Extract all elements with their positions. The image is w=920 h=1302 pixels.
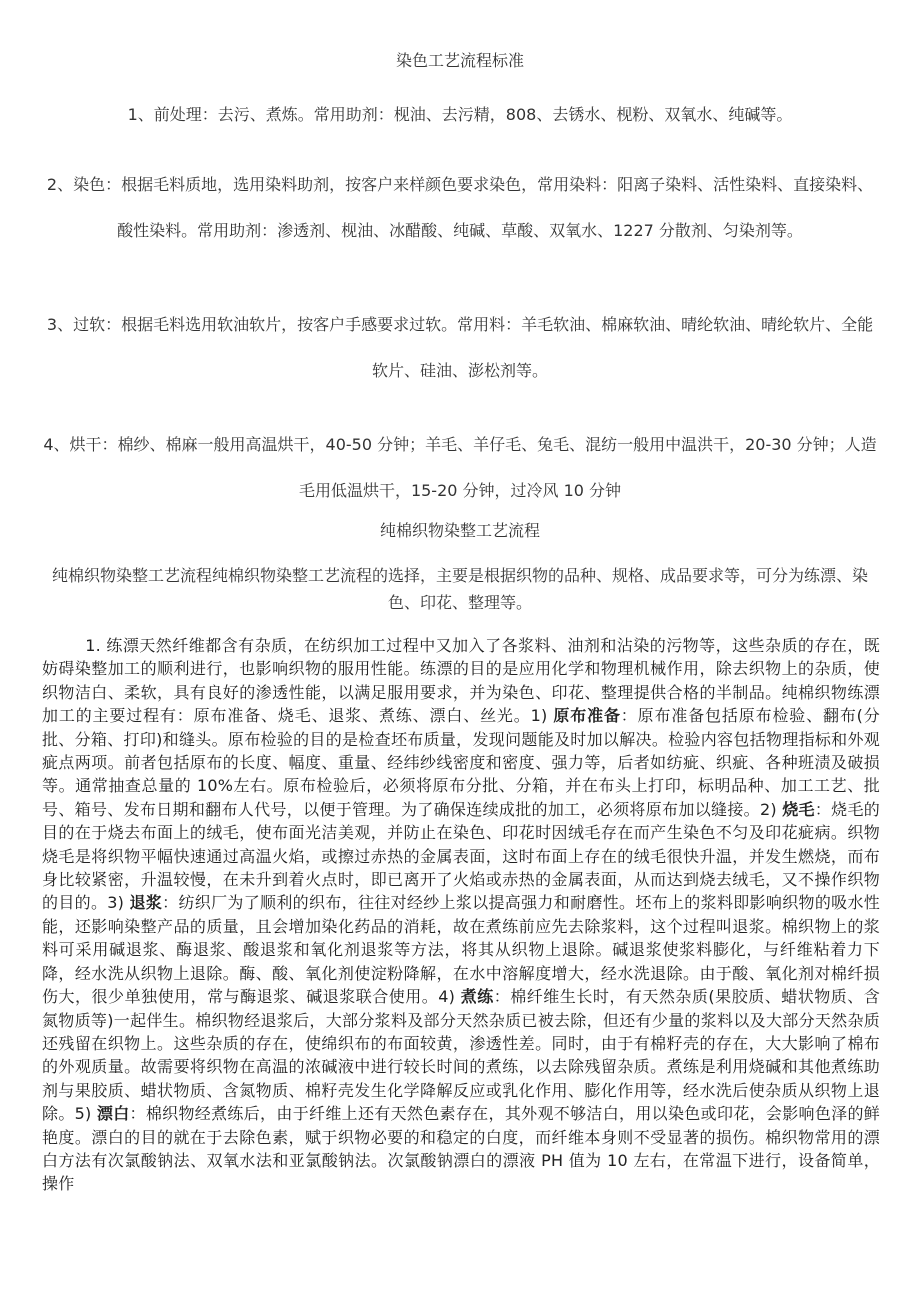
- body-text-5: ：棉纤维生长时，有天然杂质(果胶质、蜡状物质、含氮物质等)一起伴生。棉织物经退浆后，大部分浆料及部分天然杂质已被去除，但还有少量的浆料以及大部分天然杂质还残留在织物上。这些杂质的存在，使绵织布的布面较黄，渗透性差。同时，由于有棉籽壳的存在，大大影响了棉布的外观质量。故需要将织物在高温的浓碱液中进行较长时间的煮练，以去除残留杂质。煮练是利用烧碱和其他煮练助剂与果胶质、蜡状物质、含氮物质、棉籽壳发生化学降解反应或乳化作用、膨化作用等，经水洗后使杂质从织物上退除。5): [42, 987, 880, 1124]
- body-text-2: ：原布准备包括原布检验、翻布(分批、分箱、打印)和缝头。原布检验的目的是检查坯布质量，发现问题能及时加以解决。检验内容包括物理指标和外观疵点两项。前者包括原布的长度、幅度、重量、经纬纱线密度和密度、强力等，后者如纺疵、织疵、各种班渍及破损等。通常抽查总量的 10%左右。原布检验后，必须将原布分批、分箱，并在布头上打印，标明品种、加工工艺、批号、箱号、发布日期和翻布人代号，以便于管理。为了确保连续成批的加工，必须将原布加以缝接。2): [42, 706, 880, 819]
- subheading-singeing: 烧毛: [782, 799, 815, 819]
- paragraph-pretreatment: 1、前处理：去污、煮炼。常用助剂：枧油、去污精，808、去锈水、枧粉、双氧水、纯碱等。: [127, 105, 793, 124]
- subheading-scouring: 煮练: [460, 987, 494, 1007]
- intro-paragraph: 纯棉织物染整工艺流程纯棉织物染整工艺流程的选择，主要是根据织物的品种、规格、成品要求等，可分为练漂、染色、印花、整理等。: [51, 566, 868, 612]
- subheading-grey-preparation: 原布准备: [553, 706, 621, 726]
- body-text-6: ：棉织物经煮练后，由于纤维上还有天然色素存在，其外观不够洁白，用以染色或印花，会影响色泽的鲜艳度。漂白的目的就在于去除色素，赋于织物必要的和稳定的白度，而纤维本身则不受显著的损伤。棉织物常用的漂白方法有次氯酸钠法、双氧水法和亚氯酸钠法。次氯酸钠漂白的漂液 PH 值为 10 左右，在常温下进行，设备简单，操作: [42, 1104, 881, 1194]
- paragraph-drying: 4、烘干：棉纱、棉麻一般用高温烘干，40-50 分钟；羊毛、羊仔毛、兔毛、混纺一般用中温洪干，20-30 分钟；人造毛用低温烘干，15-20 分钟，过冷风 10 分钟: [43, 435, 877, 500]
- heading-cotton-process: 纯棉织物染整工艺流程: [379, 521, 540, 540]
- subheading-bleaching: 漂白: [96, 1104, 130, 1124]
- body-text-3: ：烧毛的目的在于烧去布面上的绒毛，使布面光洁美观，并防止在染色、印花时因绒毛存在而产生染色不匀及印花疵病。织物烧毛是将织物平幅快速通过高温火焰，或擦过赤热的金属表面，这时布面上存在的绒毛很快升温，并发生燃烧，而布身比较紧密，升温较慢，在未升到着火点时，即已离开了火焰或赤热的金属表面，从而达到烧去绒毛，又不操作织物的目的。3): [42, 799, 880, 913]
- paragraph-softening: 3、过软：根据毛料选用软油软片，按客户手感要求过软。常用料：羊毛软油、棉麻软油、晴纶软油、晴纶软片、全能软片、硅油、澎松剂等。: [46, 315, 874, 380]
- body-text-4: ：纺织厂为了顺利的织布，往往对经纱上浆以提高强力和耐磨性。坯布上的浆料即影响织物的吸水性能，还影响染整产品的质量，且会增加染化药品的消耗，故在煮练前应先去除浆料，这个过程叫退浆。棉织物上的浆料可采用碱退浆、酶退浆、酸退浆和氧化剂退浆等方法，将其从织物上退除。碱退浆使浆料膨化，与纤维粘着力下降，经水洗从织物上退除。酶、酸、氧化剂使淀粉降解，在水中溶解度增大，经水洗退除。由于酸、氧化剂对棉纤损伤大，很少单独使用，常与酶退浆、碱退浆联合使用。4): [42, 893, 880, 1007]
- body-text-1: 1. 练漂天然纤维都含有杂质，在纺织加工过程中又加入了各浆料、油剂和沾染的污物等，这些杂质的存在，既妨碍染整加工的顺利进行，也影响织物的服用性能。练漂的目的是应用化学和物理机械作用，除去织物上的杂质，使织物洁白、柔软，具有良好的渗透性能，以满足服用要求，并为染色、印花、整理提供合格的半制品。纯棉织物练漂加工的主要过程有：原布准备、烧毛、退浆、煮练、漂白、丝光。1): [42, 636, 880, 726]
- subheading-desizing: 退浆: [129, 893, 163, 913]
- heading-dyeing-standard: 染色工艺流程标准: [395, 51, 524, 70]
- paragraph-dyeing: 2、染色：根据毛料质地，选用染料助剂，按客户来样颜色要求染色，常用染料：阳离子染料、活性染料、直接染料、酸性染料。常用助剂：渗透剂、枧油、冰醋酸、纯碱、草酸、双氧水、1227 分散剂、匀染剂等。: [46, 175, 874, 240]
- body-paragraph: [42, 634, 880, 1196]
